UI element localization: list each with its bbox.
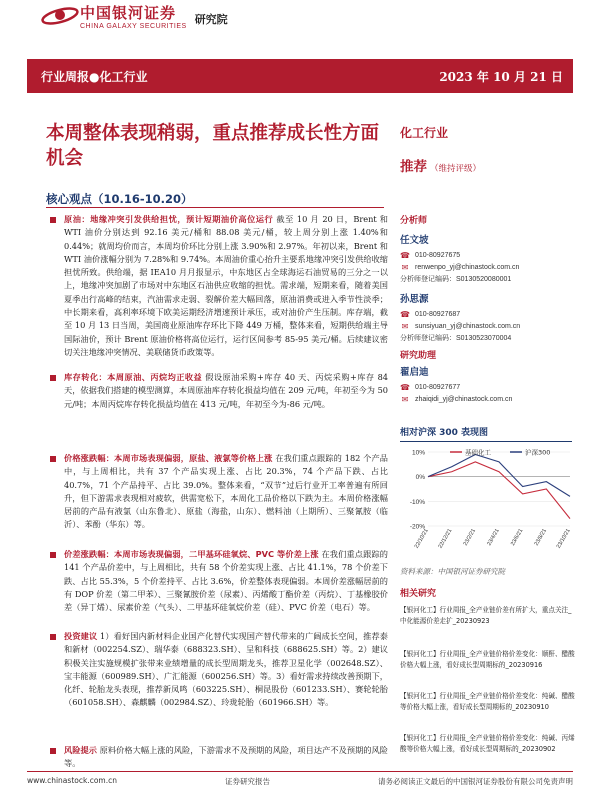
chart-divider [400, 441, 572, 442]
related-label: 相关研究 [400, 589, 437, 599]
bullet-head: 价格涨跌幅：本周市场表现偏弱，原盐、液氯等价格上涨 [64, 453, 273, 463]
analyst-label: 分析师 [400, 216, 428, 226]
chart-title: 相对沪深 300 表现图 [400, 428, 489, 438]
bullet-text: 截至 10 月 20 日，Brent 和 WTI 油价分别达到 92.16 美元/桶和 88.08 美元/桶，较上周分别上涨 1.40%和 0.44%；就周均价而言，本周均价环比分别上涨 3.90%和 2.97%。年初以来，Brent 和 WTI 油价涨幅分别为 7.28%和 9.74%。本周油价重心抬升主要系地缘冲突引发供给收缩担忧所致。供给端，据 IEA10 月月报显示，中东地区占全球海运石油贸易的三分之一以上，地缘冲突加剧了市场对中东地区石油供应收缩的担忧。需求端，短期来看，随着美国夏季出行高峰的结束，汽油需求走弱、裂解价差大幅回落，原油消费或进入季节性淡季；中长期来看，高利率环境下欧美运期经济增速预计承压，或对油价产生压制。库存端，截至 10 月 13 日当周，美国商业原油库存环比下降 449 万桶，整体来看，短期供给端主导国际油价，预计 Brent 原油价格将高位运行，运行区间参考 85-95 美元/桶。后续建议密切关注地缘冲突情况、美联储货币政策等。 [64, 214, 388, 357]
x-tick-label: 22/10/21 [413, 528, 430, 550]
report-date: 2023 年 10 月 21 日 [439, 69, 563, 84]
bullet-investment [46, 630, 388, 740]
phone-icon: ☎ [400, 382, 410, 392]
analyst-cert: 分析师登记编码：S0130520080001 [400, 276, 512, 283]
x-tick-label: 23/6/21 [510, 528, 525, 547]
bullet-square-icon [50, 552, 56, 558]
x-tick-label: 23/2/21 [462, 528, 478, 547]
bullet-head: 库存转化：本周原油、丙烷均正收益 [64, 372, 203, 382]
email-icon: ✉ [401, 321, 409, 331]
sector-label: 化工行业 [400, 126, 449, 140]
legend-label: 基础化工 [465, 448, 491, 457]
related-item[interactable]: 【银河化工】行业周报_全产业链价格价差变化：纯碱、丙烯酸等价格大幅上涨，看好成长型周期标的_20230902 [400, 734, 575, 753]
chart-source: 资料来源：中国银河证券研究院 [400, 567, 505, 576]
footer-site[interactable]: www.chinastock.com.cn [27, 776, 117, 785]
analyst-name: 孙思源 [400, 294, 429, 305]
bullet-text: 在我们重点跟踪的 182 个产品中，与上周相比，共有 37 个产品实现上涨、占比 20.3%，74 个产品下跌、占比 40.7%，71 个产品持平、占比 39.0%。整体来看，“双节”过后行业开工率普遍有所回升，但下游需求表现相对疲软，供需宽松下，本周化工品价格以下跌为主。本周价格涨幅居前的产品有液氯（山东鲁北）、原盐（海盐，山东）、燃料油（上期所）、三聚氰胺（临沂）、苯酚（华东）等。 [64, 453, 388, 530]
email-icon: ✉ [401, 262, 409, 272]
chart-svg [400, 444, 575, 556]
bullet-square-icon [50, 456, 56, 462]
assistant-label: 研究助理 [400, 351, 437, 361]
bullet-head: 风险提示 [64, 745, 97, 755]
bullet-inventory [46, 371, 388, 451]
bullet-text: 在我们重点跟踪的 141 个产品价差中，与上周相比，共有 58 个价差实现上涨、占比 41.1%，78 个价差下跌、占比 55.3%，5 个价差持平、占比 3.6%，价差整体表现偏弱。本周价差涨幅居前的有 DOP 价差（第二甲苯）、三聚氰胺价差（尿素）、丙烯酸丁酯价差（丙烷）、丁基橡胶价差（异丁烯）、尿素价差（气头）、二甲基环硅氧烷价差（硅）、PVC 价差（电石）等。 [64, 549, 388, 613]
rating-value: 推荐 [400, 159, 427, 175]
series-line-1 [428, 454, 570, 496]
x-tick-label: 22/12/21 [437, 528, 454, 550]
assistant-phone: ☎ 010-80927677 [400, 382, 461, 392]
footer [27, 771, 573, 787]
y-tick-label: 10% [411, 449, 425, 457]
analyst-panel [400, 213, 575, 405]
core-points [46, 213, 388, 771]
assistant-email[interactable]: ✉ zhaiqidi_yj@chinastock.com.cn [401, 394, 513, 404]
legend-label: 沪深300 [525, 448, 551, 457]
divider [46, 207, 384, 208]
x-tick-label: 23/10/21 [555, 528, 572, 550]
report-header-band [27, 59, 573, 93]
y-tick-label: -10% [409, 498, 425, 506]
core-heading: 核心观点（10.16-10.20） [46, 192, 193, 206]
phone-icon: ☎ [400, 309, 410, 319]
report-title: 本周整体表现稍弱，重点推荐成长性方面机会 [46, 123, 380, 169]
company-logo [40, 2, 228, 30]
bullet-crude-oil [46, 213, 388, 363]
report-type: 行业周报●化工行业 [41, 69, 148, 84]
bullet-head: 原油：地缘冲突引发供给担忧，预计短期油价高位运行 [64, 214, 274, 224]
bullet-head: 价差涨跌幅：本周市场表现偏弱，二甲基环硅氧烷、PVC 等价差上涨 [64, 549, 319, 559]
y-tick-label: 0% [415, 474, 425, 482]
bullet-risk [46, 744, 388, 771]
analyst-name: 任文坡 [400, 235, 429, 246]
logo-en-text: CHINA GALAXY SECURITIES [80, 23, 187, 30]
assistant-name: 翟启迪 [400, 367, 429, 378]
bullet-square-icon [50, 217, 56, 223]
phone-icon: ☎ [400, 250, 410, 260]
email-icon: ✉ [401, 394, 409, 404]
bullet-text: 假设原油采购+库存 40 天、丙烷采购+库存 84 天，依据我们搭建的模型测算，本周原油库存转化损益均值在 209 元/吨，年初至今为 50 元/吨；本周丙烷库存转化损益均值在 413 元/吨，年初至今为-86 元/吨。 [64, 372, 388, 409]
related-item[interactable]: 【银河化工】行业周报_全产业链价差有所扩大，重点关注_中化能源价差走扩_20230923 [400, 606, 572, 625]
footer-disclaimer: 请务必阅读正文最后的中国银河证券股份有限公司免责声明 [377, 777, 573, 786]
footer-center: 证券研究报告 [224, 777, 270, 786]
relative-performance-chart [400, 425, 575, 577]
bullet-text: 原料价格大幅上涨的风险，下游需求不及预期的风险，项目达产不及预期的风险等。 [64, 745, 388, 769]
x-tick-label: 23/8/21 [533, 528, 549, 547]
analyst-cert: 分析师登记编码：S0130523070004 [400, 335, 512, 342]
related-item[interactable]: 【银河化工】行业周报_全产业链价格价差变化：纯碱、醋酸等价格大幅上涨，看好成长型周期标的_20230910 [400, 692, 575, 711]
bullet-text: 1）看好国内新材料企业国产化替代实现国产替代带来的广阔成长空间，推荐泰和新材（002254.SZ）、瑞华泰（688323.SH）、呈和科技（688625.SH）等。2）建议积极关注实施规模扩张带来业绩增量的成长型周期龙头，推荐卫星化学（002648.SZ）、宝丰能源（600989.SH）、广汇能源（600256.SH）等。3）看好需求持续改善预期下，化纤、轮胎龙头表现，推荐新凤鸣（603225.SH）、桐昆股份（601233.SH）、赛轮轮胎（601058.SH）、森麒麟（002984.SZ）、玲珑轮胎（601966.SH）等。 [64, 631, 388, 708]
galaxy-logo-icon [40, 3, 80, 29]
bullet-square-icon [50, 748, 56, 754]
x-tick-label: 23/4/21 [486, 528, 501, 547]
rating-note: （维持评级） [430, 164, 482, 174]
analyst-phone: ☎ 010-80927675 [400, 250, 461, 260]
bullet-price-change [46, 452, 388, 544]
bullet-spread-change [46, 548, 388, 628]
analyst-phone: ☎ 010-80927687 [400, 309, 461, 319]
y-tick-label: -20% [409, 523, 425, 531]
bullet-head: 投资建议 [64, 631, 98, 641]
related-item[interactable]: 【银河化工】行业周报_全产业链价格价差变化：顺酐、醋酸价格大幅上涨，看好成长型周期标的_20230916 [400, 650, 575, 669]
analyst-email[interactable]: ✉ renwenpo_yj@chinastock.com.cn [401, 262, 520, 272]
bullet-square-icon [50, 375, 56, 381]
rating-block [400, 155, 481, 175]
bullet-square-icon [50, 634, 56, 640]
logo-cn-text: 中国银河证券 [80, 4, 177, 22]
institute-name: 研究院 [194, 13, 228, 26]
analyst-email[interactable]: ✉ sunsiyuan_yj@chinastock.com.cn [401, 321, 521, 331]
series-line-0 [428, 462, 570, 519]
related-research [400, 586, 578, 755]
